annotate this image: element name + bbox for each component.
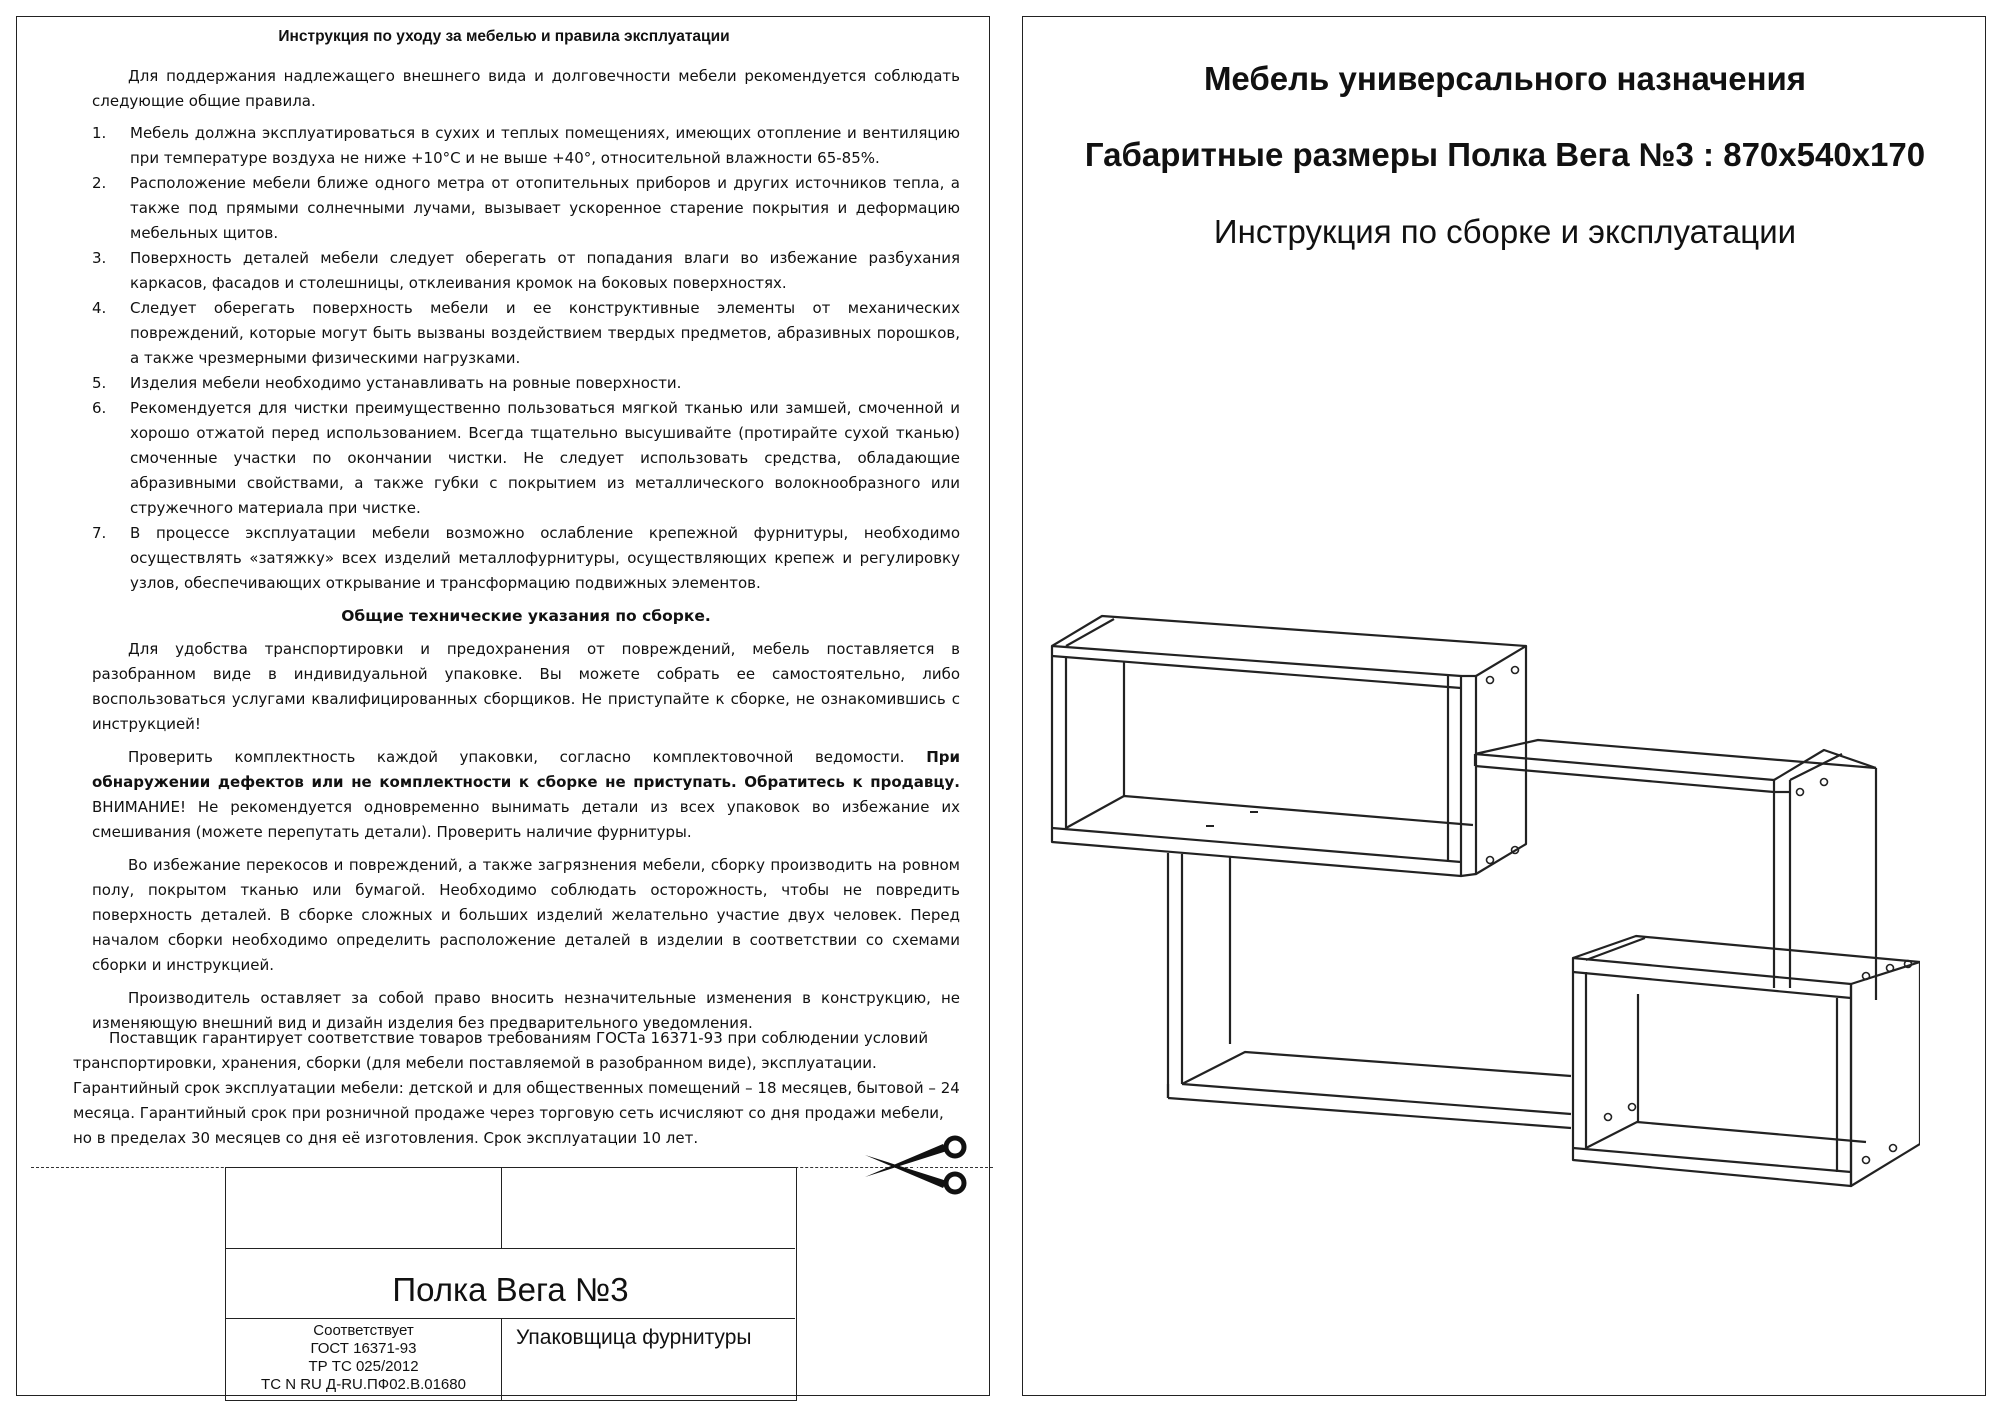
warranty-text: Поставщик гарантирует соответствие товаров требованиям ГОСТа 16371-93 при соблюдении условий транспортировки, хранения, сборки (для мебели поставляемой в разобранном виде), эксплуатации. Гарантийный срок эксплуатации мебели: детской и для общественных помещений – 18 месяцев, бытовой – 24 месяца. Гарантийный срок при розничной продаже через торговую сеть исчисляют со дня продажи мебели, но в пределах 30 месяцев со дня её изготовления. Срок эксплуатации 10 лет.	[73, 1029, 960, 1147]
middle-shelf	[1475, 740, 1876, 1000]
care-instructions-title: Инструкция по уходу за мебелью и правила эксплуатации	[278, 28, 730, 45]
assembly-paragraph-1: Для удобства транспортировки и предохранения от повреждений, мебель поставляется в разобранном виде в индивидуальной упаковке. Вы можете собрать ее самостоятельно, либо воспользоваться услугами квалифицированных сборщиков. Не приступайте к сборке, не ознакомившись с инструкцией!	[92, 640, 960, 733]
assembly-paragraph-3: Во избежание перекосов и повреждений, а также загрязнения мебели, сборку производить на ровном полу, покрытом тканью или бумагой. Необходимо соблюдать осторожность, чтобы не повредить поверхность деталей. В сборке сложных и больших изделий желательно участие двух человек. Перед началом сборки необходимо определить расположение деталей в изделии в соответствии со схемами сборки и инструкцией.	[92, 856, 960, 974]
care-rules-list	[92, 121, 960, 596]
dimensions-heading: Габаритные размеры Полка Вега №3 : 870х540х170	[1084, 136, 1926, 173]
shelf-drawing	[1040, 600, 1920, 1260]
connector-frame	[1168, 853, 1571, 1128]
assembly-paragraph-2: Проверить комплектность каждой упаковки, согласно комплектовочной ведомости. При обнаружении дефектов или не комплектности к сборке не приступать. Обратитесь к продавцу. ВНИМАНИЕ! Не рекомендуется одновременно вынимать детали из всех упаковок во избежание их смешивания (можете перепутать детали). Проверить наличие фурнитуры.	[92, 748, 960, 841]
assembly-notes-body	[92, 637, 960, 1036]
assembly-notes-title: Общие технические указания по сборке.	[341, 607, 711, 625]
care-instructions-body	[92, 64, 960, 1044]
list-item: 4. Следует оберегать поверхность мебели и ее конструктивные элементы от механических повреждений, которые могут быть вызваны воздействием твердых предметов, абразивных порошков, а также чрезмерными физическими нагрузками.	[92, 299, 960, 367]
certification-info: Соответствует ГОСТ 16371-93 ТР ТС 025/2012 ТС N RU Д-RU.ПФ02.В.01680	[261, 1322, 466, 1393]
list-item: 5. Изделия мебели необходимо устанавливать на ровные поверхности.	[92, 374, 682, 392]
list-item: 1. Мебель должна эксплуатироваться в сухих и теплых помещениях, имеющих отопление и вентиляцию при температуре воздуха не ниже +10°С и не выше +40°, относительной влажности 65-85%.	[92, 124, 960, 167]
assembly-instructions-heading: Инструкция по сборке и эксплуатации	[1213, 213, 1797, 250]
list-item: 2. Расположение мебели ближе одного метра от отопительных приборов и других источников тепла, а также под прямыми солнечными лучами, вызывает ускоренное старение покрытия и деформацию мебельных щитов.	[92, 174, 960, 242]
assembly-paragraph-4: Производитель оставляет за собой право вносить незначительные изменения в конструкцию, не изменяющую внешний вид и дизайн изделия без предварительного уведомления.	[92, 989, 960, 1032]
furniture-type-heading: Мебель универсального назначения	[1203, 60, 1807, 97]
left-page	[16, 16, 990, 1396]
list-item: 6. Рекомендуется для чистки преимущественно пользоваться мягкой тканью или замшей, смоченной и хорошо отжатой перед использованием. Всегда тщательно высушивайте (протирайте сухой тканью) смоченные участки по окончании чистки. Не следует использовать средства, обладающие абразивными свойствами, а также губки с покрытием из металлического волокнообразного или стружечного материала при чистке.	[92, 399, 960, 517]
product-name: Полка Вега №3	[392, 1271, 629, 1308]
scissors-icon	[863, 1133, 973, 1197]
packer-field: Упаковщица фурнитуры	[516, 1326, 752, 1349]
care-intro: Для поддержания надлежащего внешнего вида и долговечности мебели рекомендуется соблюдать следующие общие правила.	[92, 67, 960, 110]
product-label	[225, 1167, 797, 1401]
upper-box	[1052, 616, 1526, 876]
list-item: 7. В процессе эксплуатации мебели возможно ослабление крепежной фурнитуры, необходимо осуществлять «затяжку» всех изделий металлофурнитуры, осуществляющих крепеж и регулировку узлов, обеспечивающих открывание и трансформацию подвижных элементов.	[92, 524, 960, 592]
list-item: 3. Поверхность деталей мебели следует оберегать от попадания влаги во избежание разбухания каркасов, фасадов и столешницы, отклеивания кромок на боковых поверхностях.	[92, 249, 960, 292]
